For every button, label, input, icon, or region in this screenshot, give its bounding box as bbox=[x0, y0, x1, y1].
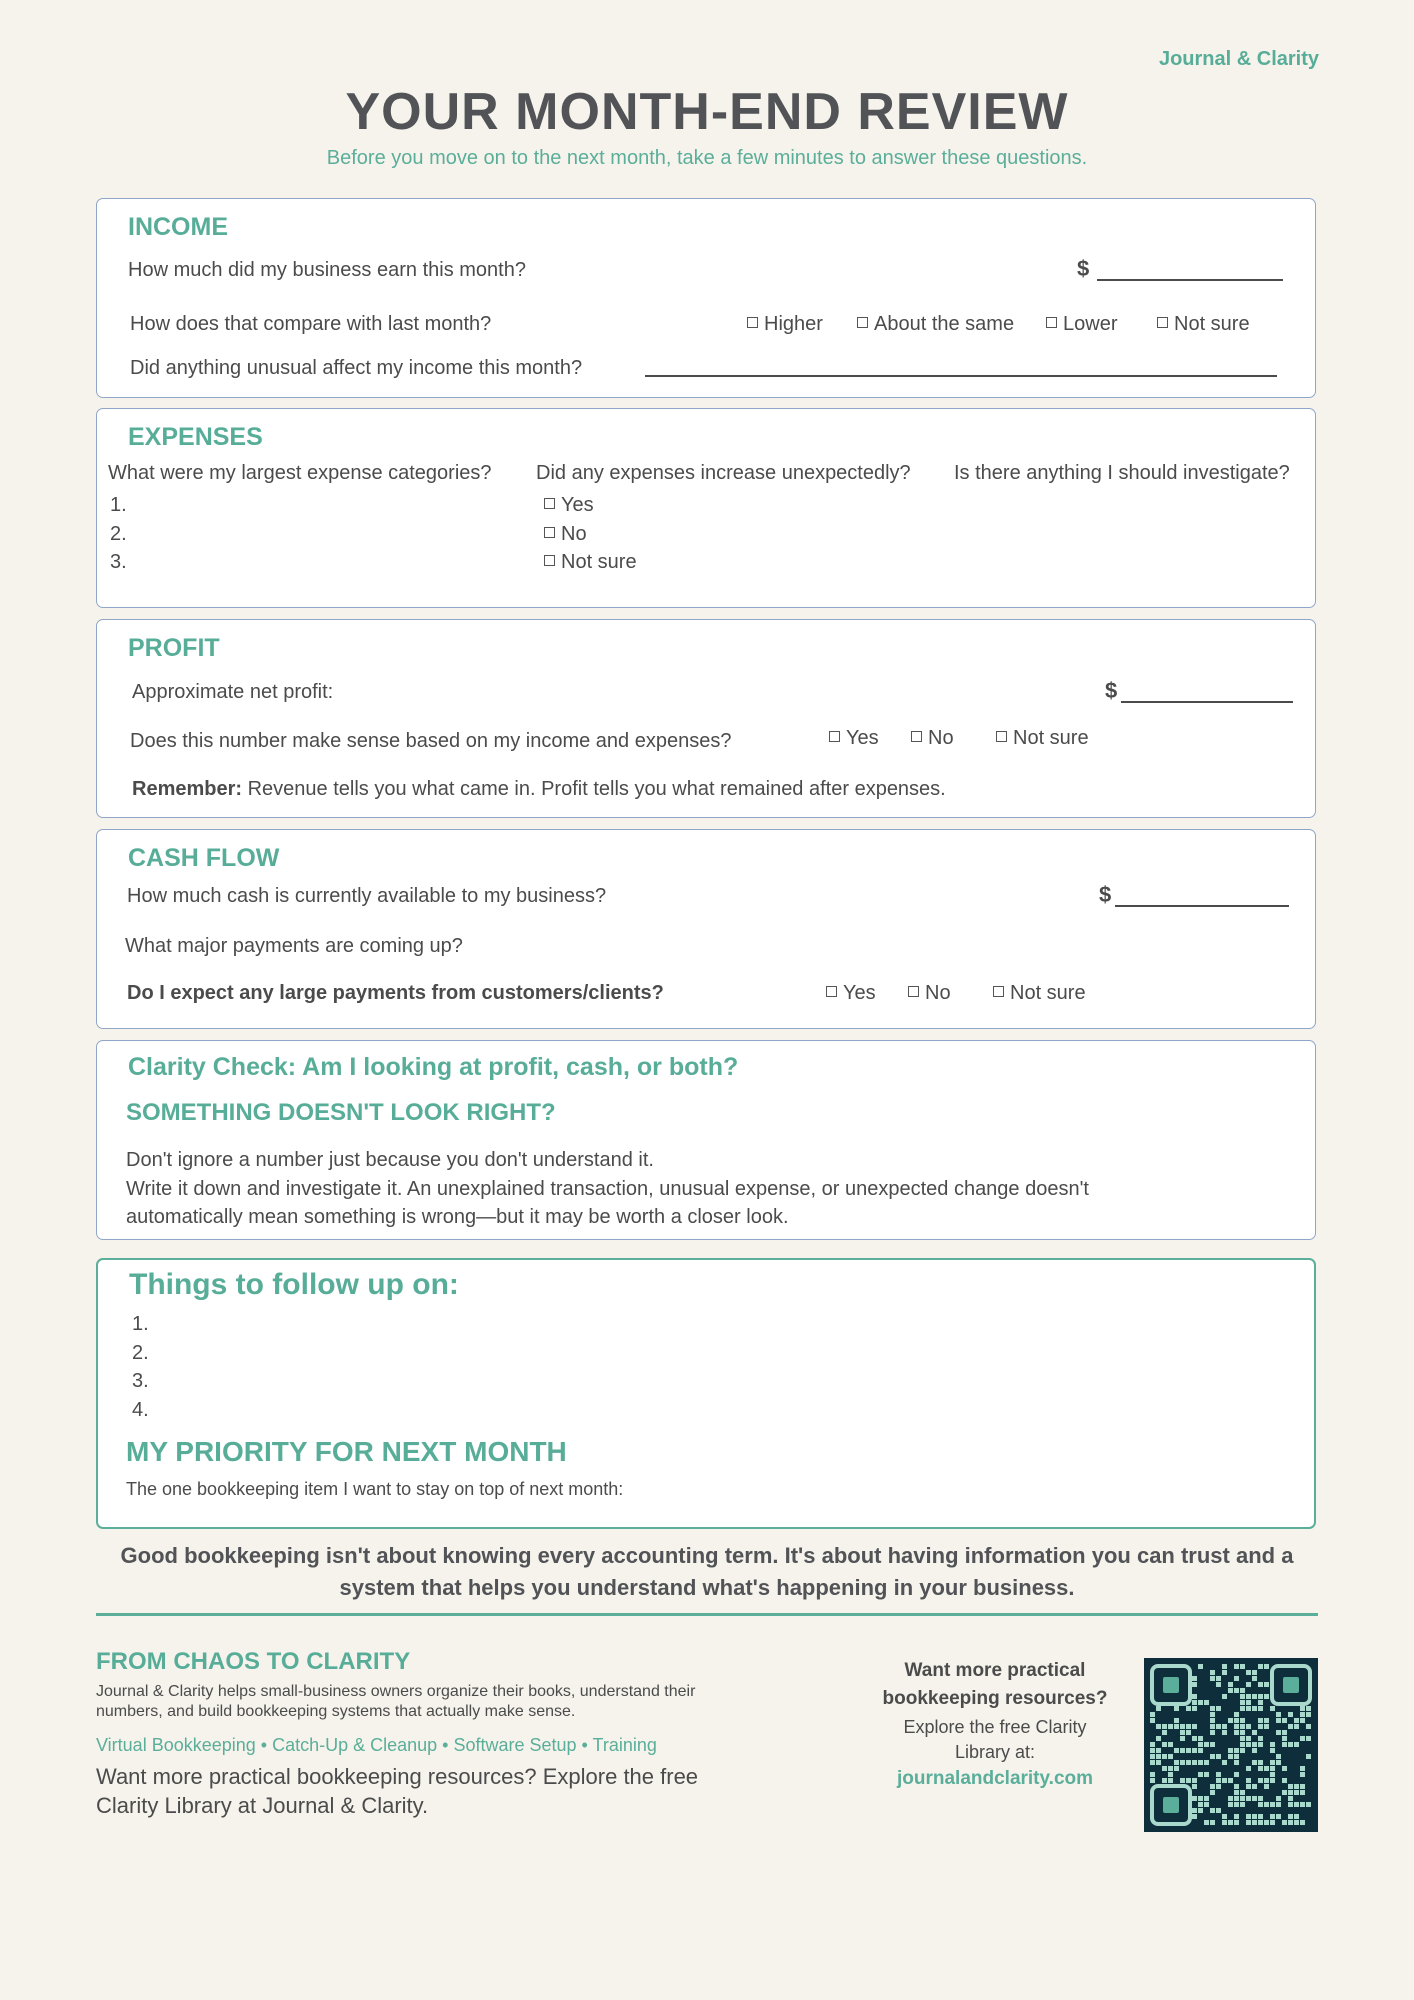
expense-list-item[interactable]: 1. bbox=[110, 494, 127, 516]
checkbox-icon bbox=[829, 731, 840, 742]
cash-amount-field[interactable] bbox=[1115, 905, 1289, 907]
income-unusual-field[interactable] bbox=[645, 375, 1277, 377]
resources-title: Want more practical bookkeeping resources? bbox=[882, 1660, 1108, 1709]
footer-divider bbox=[96, 1613, 1318, 1616]
profit-section bbox=[96, 619, 1316, 818]
follow-up-list-item[interactable]: 2. bbox=[132, 1342, 149, 1364]
income-compare-question: How does that compare with last month? bbox=[130, 313, 492, 335]
profit-amount-field[interactable] bbox=[1121, 701, 1293, 703]
follow-up-list-item[interactable]: 4. bbox=[132, 1399, 149, 1421]
footer-description: numbers, and build bookkeeping systems that actually make sense. bbox=[96, 1703, 576, 1720]
priority-text: The one bookkeeping item I want to stay on top of next month: bbox=[126, 1479, 624, 1499]
income-earned-question: How much did my business earn this month? bbox=[128, 259, 526, 281]
page-subtitle: Before you move on to the next month, take a few minutes to answer these questions. bbox=[326, 147, 1088, 169]
checkbox-icon bbox=[826, 986, 837, 997]
follow-up-heading: Things to follow up on: bbox=[129, 1268, 459, 1301]
checkbox-icon bbox=[911, 731, 922, 742]
income-dollar-sign: $ bbox=[1077, 256, 1090, 281]
income-section bbox=[96, 198, 1316, 398]
footer-heading: FROM CHAOS TO CLARITY bbox=[96, 1648, 411, 1675]
income-option-lower[interactable]: Lower bbox=[1046, 313, 1117, 336]
cash-incoming-question: Do I expect any large payments from customers/clients? bbox=[127, 982, 664, 1004]
clarity-text-line: automatically mean something is wrong—but it may be worth a closer look. bbox=[126, 1206, 789, 1228]
footer-cta: Want more practical bookkeeping resources? Explore the free bbox=[96, 1764, 699, 1789]
profit-sense-question: Does this number make sense based on my income and expenses? bbox=[130, 730, 732, 752]
brand-name: Journal & Clarity bbox=[1158, 48, 1319, 70]
cash-available-question: How much cash is currently available to my business? bbox=[127, 885, 607, 907]
checkbox-icon bbox=[908, 986, 919, 997]
cash-option-no[interactable]: No bbox=[908, 982, 951, 1005]
profit-option-no[interactable]: No bbox=[911, 727, 954, 750]
qr-code-graphic bbox=[1144, 1658, 1318, 1832]
cash-payments-question: What major payments are coming up? bbox=[125, 935, 463, 957]
footer-services: Virtual Bookkeeping • Catch-Up & Cleanup • Software Setup • Training bbox=[96, 1735, 657, 1755]
footer-cta: Clarity Library at Journal & Clarity. bbox=[96, 1793, 429, 1818]
cash-flow-heading: CASH FLOW bbox=[128, 844, 280, 872]
profit-remember-note: Remember: Revenue tells you what came in. Profit tells you what remained after expenses. bbox=[132, 778, 946, 800]
checkbox-icon bbox=[1157, 317, 1168, 328]
checkbox-icon bbox=[544, 498, 555, 509]
expenses-section bbox=[96, 408, 1316, 608]
checkbox-icon bbox=[857, 317, 868, 328]
expenses-investigate-question: Is there anything I should investigate? bbox=[954, 462, 1290, 484]
cash-option-not-sure[interactable]: Not sure bbox=[993, 982, 1086, 1005]
priority-heading: MY PRIORITY FOR NEXT MONTH bbox=[126, 1436, 567, 1467]
follow-up-list-item[interactable]: 3. bbox=[132, 1370, 149, 1392]
follow-up-list-item[interactable]: 1. bbox=[132, 1313, 149, 1335]
profit-heading: PROFIT bbox=[128, 634, 220, 662]
clarity-text-line: Don't ignore a number just because you don't understand it. bbox=[126, 1149, 654, 1171]
bookkeeping-quote: Good bookkeeping isn't about knowing every accounting term. It's about having information you can trust and a system that helps you understand what's happening in your business. bbox=[120, 1543, 1294, 1600]
checkbox-icon bbox=[544, 527, 555, 538]
cash-dollar-sign: $ bbox=[1099, 882, 1112, 907]
income-heading: INCOME bbox=[128, 213, 228, 241]
checkbox-icon bbox=[747, 317, 758, 328]
cash-flow-section bbox=[96, 829, 1316, 1029]
qr-code-icon[interactable] bbox=[1144, 1658, 1318, 1832]
profit-option-yes[interactable]: Yes bbox=[829, 727, 879, 750]
profit-option-not-sure[interactable]: Not sure bbox=[996, 727, 1089, 750]
income-amount-field[interactable] bbox=[1097, 279, 1283, 281]
profit-net-question: Approximate net profit: bbox=[132, 681, 334, 703]
expenses-option-no[interactable]: No bbox=[544, 523, 587, 546]
expenses-increase-question: Did any expenses increase unexpectedly? bbox=[536, 462, 911, 484]
website-link[interactable]: journalandclarity.com bbox=[896, 1768, 1094, 1789]
expenses-option-not-sure[interactable]: Not sure bbox=[544, 551, 637, 574]
clarity-section bbox=[96, 1040, 1316, 1240]
income-unusual-question: Did anything unusual affect my income this month? bbox=[130, 357, 583, 379]
page-title: YOUR MONTH-END REVIEW bbox=[345, 83, 1069, 141]
checkbox-icon bbox=[993, 986, 1004, 997]
checkbox-icon bbox=[544, 555, 555, 566]
footer-description: Journal & Clarity helps small-business owners organize their books, understand their bbox=[96, 1683, 696, 1700]
expense-list-item[interactable]: 3. bbox=[110, 551, 127, 573]
something-wrong-heading: SOMETHING DOESN'T LOOK RIGHT? bbox=[126, 1099, 556, 1126]
checkbox-icon bbox=[1046, 317, 1057, 328]
checkbox-icon bbox=[996, 731, 1007, 742]
clarity-check-heading: Clarity Check: Am I looking at profit, cash, or both? bbox=[128, 1053, 739, 1081]
expenses-largest-question: What were my largest expense categories? bbox=[108, 462, 492, 484]
follow-up-section bbox=[96, 1258, 1316, 1529]
profit-dollar-sign: $ bbox=[1105, 678, 1118, 703]
expenses-option-yes[interactable]: Yes bbox=[544, 494, 594, 517]
resources-text: Explore the free Clarity Library at: bbox=[903, 1717, 1087, 1762]
income-option-not-sure[interactable]: Not sure bbox=[1157, 313, 1250, 336]
expense-list-item[interactable]: 2. bbox=[110, 523, 127, 545]
cash-option-yes[interactable]: Yes bbox=[826, 982, 876, 1005]
income-option-higher[interactable]: Higher bbox=[747, 313, 823, 336]
income-option-same[interactable]: About the same bbox=[857, 313, 1014, 336]
clarity-text-line: Write it down and investigate it. An unexplained transaction, unusual expense, or unexpected change doesn't bbox=[126, 1178, 1089, 1200]
expenses-heading: EXPENSES bbox=[128, 423, 263, 451]
